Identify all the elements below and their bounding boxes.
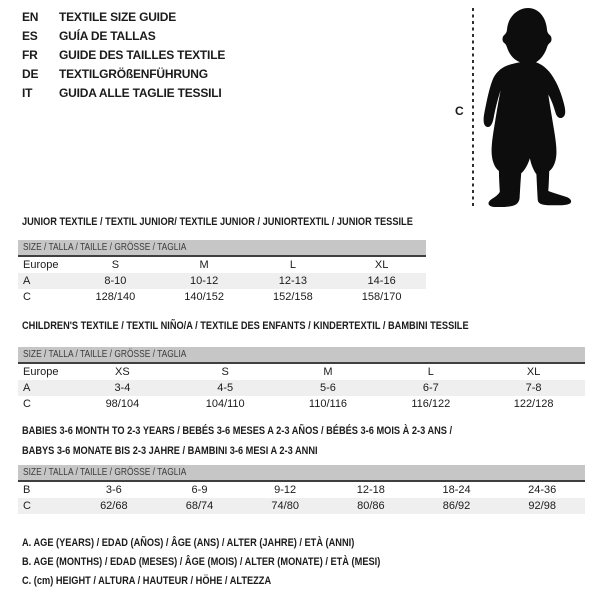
figure-height-label: C <box>455 104 464 118</box>
babies-table-title-line1: BABIES 3-6 MONTH TO 2-3 YEARS / BEBÉS 3-6 MESES A 2-3 AÑOS / BÉBÉS 3-6 MOIS À 2-3 ANS / <box>22 425 453 437</box>
size-header-bar <box>18 465 585 480</box>
table-cell: 158/170 <box>361 291 402 303</box>
table-cell: M <box>323 366 333 378</box>
language-title: GUÍA DE TALLAS <box>59 29 156 43</box>
table-cell: 140/152 <box>184 291 224 303</box>
table-row <box>18 257 426 273</box>
table-rows <box>18 364 585 412</box>
table-cell: XS <box>115 366 130 378</box>
table-cell: 80/86 <box>357 500 385 512</box>
table-cell: 92/98 <box>528 500 556 512</box>
table-cell: M <box>199 259 209 271</box>
table-cell: XL <box>374 259 389 271</box>
table-cell: 12-18 <box>356 484 385 496</box>
table-row <box>18 396 585 412</box>
table-cell: 74/80 <box>271 500 299 512</box>
footnotes <box>22 533 600 590</box>
language-code: IT <box>22 86 33 100</box>
language-code: EN <box>22 10 39 24</box>
table-row <box>18 498 585 514</box>
language-list <box>22 8 225 103</box>
table-row <box>18 289 426 305</box>
table-cell: 8-10 <box>104 275 127 287</box>
table-cell: S <box>221 366 229 378</box>
table-row <box>18 364 585 380</box>
table-cell: 116/122 <box>411 398 451 410</box>
table-cell: 4-5 <box>217 382 234 394</box>
table-row <box>18 482 585 498</box>
language-title: TEXTILE SIZE GUIDE <box>59 10 177 24</box>
language-row <box>22 27 225 46</box>
table-cell: 7-8 <box>525 382 542 394</box>
footnote-age-years: A. AGE (YEARS) / EDAD (AÑOS) / ÂGE (ANS) / ALTER (JAHRE) / ETÀ (ANNI) <box>22 537 355 549</box>
language-title: GUIDA ALLE TAGLIE TESSILI <box>59 86 222 100</box>
language-row <box>22 8 225 27</box>
size-header-bar <box>18 347 585 362</box>
table-cell: 3-6 <box>105 484 122 496</box>
row-label: A <box>23 382 31 394</box>
table-rows <box>18 257 426 305</box>
table-cell: 10-12 <box>190 275 219 287</box>
size-header-label: SIZE / TALLA / TAILLE / GRÖSSE / TAGLIA <box>23 242 187 253</box>
table-row <box>18 380 585 396</box>
row-label: A <box>23 275 31 287</box>
size-header-label: SIZE / TALLA / TAILLE / GRÖSSE / TAGLIA <box>23 349 187 360</box>
table-cell: 9-12 <box>274 484 297 496</box>
junior-size-table <box>18 240 426 305</box>
table-cell: 5-6 <box>320 382 336 394</box>
children-table-title: CHILDREN'S TEXTILE / TEXTIL NIÑO/A / TEXTILE DES ENFANTS / KINDERTEXTIL / BAMBINI TESSILE <box>22 320 469 332</box>
baby-silhouette-icon <box>478 2 578 207</box>
row-label: C <box>23 291 31 303</box>
height-dotted-line <box>472 8 474 208</box>
language-title: TEXTILGRÖßENFÜHRUNG <box>59 67 208 81</box>
table-cell: 122/128 <box>513 398 554 410</box>
size-header-bar <box>18 240 426 255</box>
table-cell: 24-36 <box>528 484 557 496</box>
language-row <box>22 46 225 65</box>
table-rows <box>18 482 585 514</box>
table-cell: S <box>111 259 120 271</box>
table-cell: 18-24 <box>442 484 471 496</box>
row-label: B <box>23 484 31 496</box>
table-cell: L <box>289 259 296 271</box>
table-cell: XL <box>526 366 541 378</box>
size-header-label: SIZE / TALLA / TAILLE / GRÖSSE / TAGLIA <box>23 467 187 478</box>
table-cell: 6-7 <box>422 382 439 394</box>
table-cell: 98/104 <box>105 398 140 410</box>
footnote-height-cm: C. (cm) HEIGHT / ALTURA / HAUTEUR / HÖHE / ALTEZZA <box>22 575 272 587</box>
language-code: FR <box>22 48 38 62</box>
row-label: C <box>23 500 31 512</box>
junior-table-title: JUNIOR TEXTILE / TEXTIL JUNIOR/ TEXTILE JUNIOR / JUNIORTEXTIL / JUNIOR TESSILE <box>22 216 413 228</box>
language-code: ES <box>22 29 38 43</box>
babies-table-title-line2: BABYS 3-6 MONATE BIS 2-3 JAHRE / BAMBINI 3-6 MESI A 2-3 ANNI <box>22 445 318 457</box>
table-cell: 104/110 <box>205 398 245 410</box>
language-title: GUIDE DES TAILLES TEXTILE <box>59 48 226 62</box>
table-cell: 86/92 <box>442 500 471 512</box>
table-cell: 3-4 <box>114 382 131 394</box>
table-cell: 6-9 <box>191 484 208 496</box>
row-label: Europe <box>23 259 59 271</box>
babies-size-table <box>18 465 585 514</box>
row-label: Europe <box>23 366 59 378</box>
table-cell: 12-13 <box>278 275 307 287</box>
language-row <box>22 65 225 84</box>
table-row <box>18 273 426 289</box>
footnote-age-months: B. AGE (MONTHS) / EDAD (MESES) / ÂGE (MOIS) / ALTER (MONATE) / ETÀ (MESI) <box>22 556 381 568</box>
babies-table-title <box>22 421 600 461</box>
language-row <box>22 84 225 103</box>
row-label: C <box>23 398 31 410</box>
table-cell: 128/140 <box>95 291 136 303</box>
table-cell: 14-16 <box>367 275 396 287</box>
children-size-table <box>18 347 585 412</box>
table-cell: 152/158 <box>272 291 313 303</box>
language-code: DE <box>22 67 39 81</box>
table-cell: 62/68 <box>100 500 128 512</box>
table-cell: 110/116 <box>308 398 348 410</box>
table-cell: L <box>427 366 434 378</box>
table-cell: 68/74 <box>185 500 214 512</box>
